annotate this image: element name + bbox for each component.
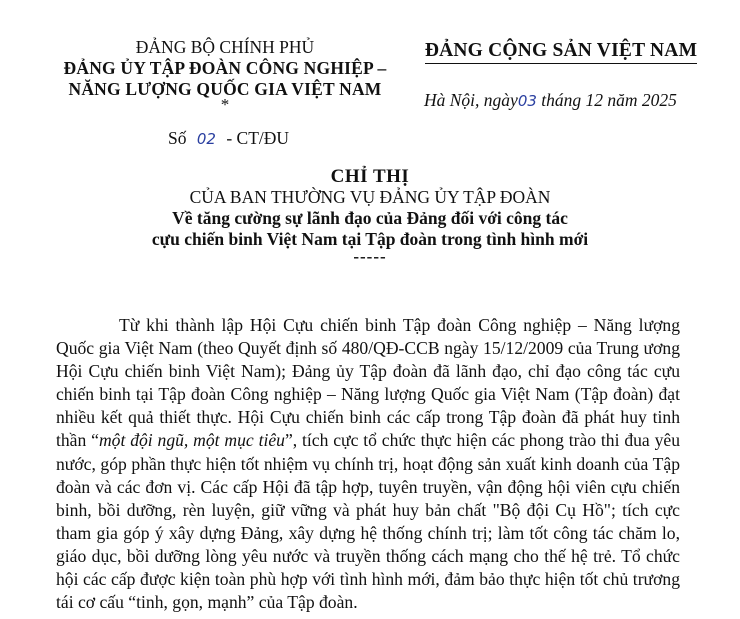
- party-name: ĐẢNG CỘNG SẢN VIỆT NAM: [425, 40, 697, 64]
- org-line-2: ĐẢNG ỦY TẬP ĐOÀN CÔNG NGHIỆP –: [63, 58, 387, 78]
- document-title-block: [0, 166, 740, 264]
- document-type: CHỈ THỊ: [330, 166, 410, 187]
- document-issuer: CỦA BAN THƯỜNG VỤ ĐẢNG ỦY TẬP ĐOÀN: [189, 187, 551, 207]
- subject-line-1: Về tăng cường sự lãnh đạo của Đảng đối với công tác: [172, 208, 568, 228]
- party-header: [416, 40, 706, 64]
- place-and-date: [424, 90, 677, 111]
- org-line-3: NĂNG LƯỢNG QUỐC GIA VIỆT NAM: [68, 79, 382, 99]
- paragraph-1: [56, 314, 680, 614]
- date-day: 03: [517, 92, 537, 110]
- number-value: 02: [196, 130, 216, 148]
- date-prefix: Hà Nội, ngày: [424, 90, 518, 110]
- document-body: [56, 314, 680, 614]
- issuing-organization: [40, 37, 410, 112]
- paragraph-1-part-b: ”, tích cực tổ chức thực hiện các phong trào thi đua yêu nước, góp phần thực hiện tốt nhiệm vụ chính trị, hoạt động sản xuất kinh doanh của Tập đoàn và các đơn vị. Các cấp Hội đã tập hợp, tuyên truyền, vận động hội viên cựu chiến binh, bồi dưỡng, rèn luyện, giữ vững và phát huy bản chất "Bộ đội Cụ Hồ"; tích cực tham gia góp ý xây dựng Đảng, xây dựng hệ thống chính trị; làm tốt công tác chăm lo, giáo dục, bồi dưỡng lòng yêu nước và truyền thống cách mạng cho thế hệ trẻ. Tổ chức hội các cấp được kiện toàn phù hợp với tình hình mới, đảm bảo thực hiện tốt chủ trương tái cơ cấu “tinh, gọn, mạnh” của Tập đoàn.: [56, 430, 680, 613]
- date-suffix: tháng 12 năm 2025: [541, 90, 677, 110]
- org-line-1: ĐẢNG BỘ CHÍNH PHỦ: [135, 37, 315, 57]
- title-separator: -----: [353, 247, 387, 266]
- number-suffix: - CT/ĐU: [226, 128, 290, 148]
- number-prefix: Số: [168, 128, 187, 148]
- star-mark: *: [220, 95, 230, 114]
- paragraph-1-italic: một đội ngũ, một mục tiêu: [98, 430, 285, 451]
- subject-line-2: cựu chiến binh Việt Nam tại Tập đoàn trong tình hình mới: [151, 229, 589, 249]
- document-number: [168, 128, 289, 149]
- paragraph-1-part-a: Từ khi thành lập Hội Cựu chiến binh Tập đoàn Công nghiệp – Năng lượng Quốc gia Việt Nam (theo Quyết định số 480/QĐ-CCB ngày 15/12/2009 của Trung ương Hội Cựu chiến binh Việt Nam); Đảng ủy Tập đoàn đã lãnh đạo, chỉ đạo công tác cựu chiến binh tại Tập đoàn Công nghiệp – Năng lượng Quốc gia Việt Nam (Tập đoàn) đạt nhiều kết quả thiết thực. Hội Cựu chiến binh các cấp trong Tập đoàn đã phát huy tinh thần “: [56, 315, 680, 451]
